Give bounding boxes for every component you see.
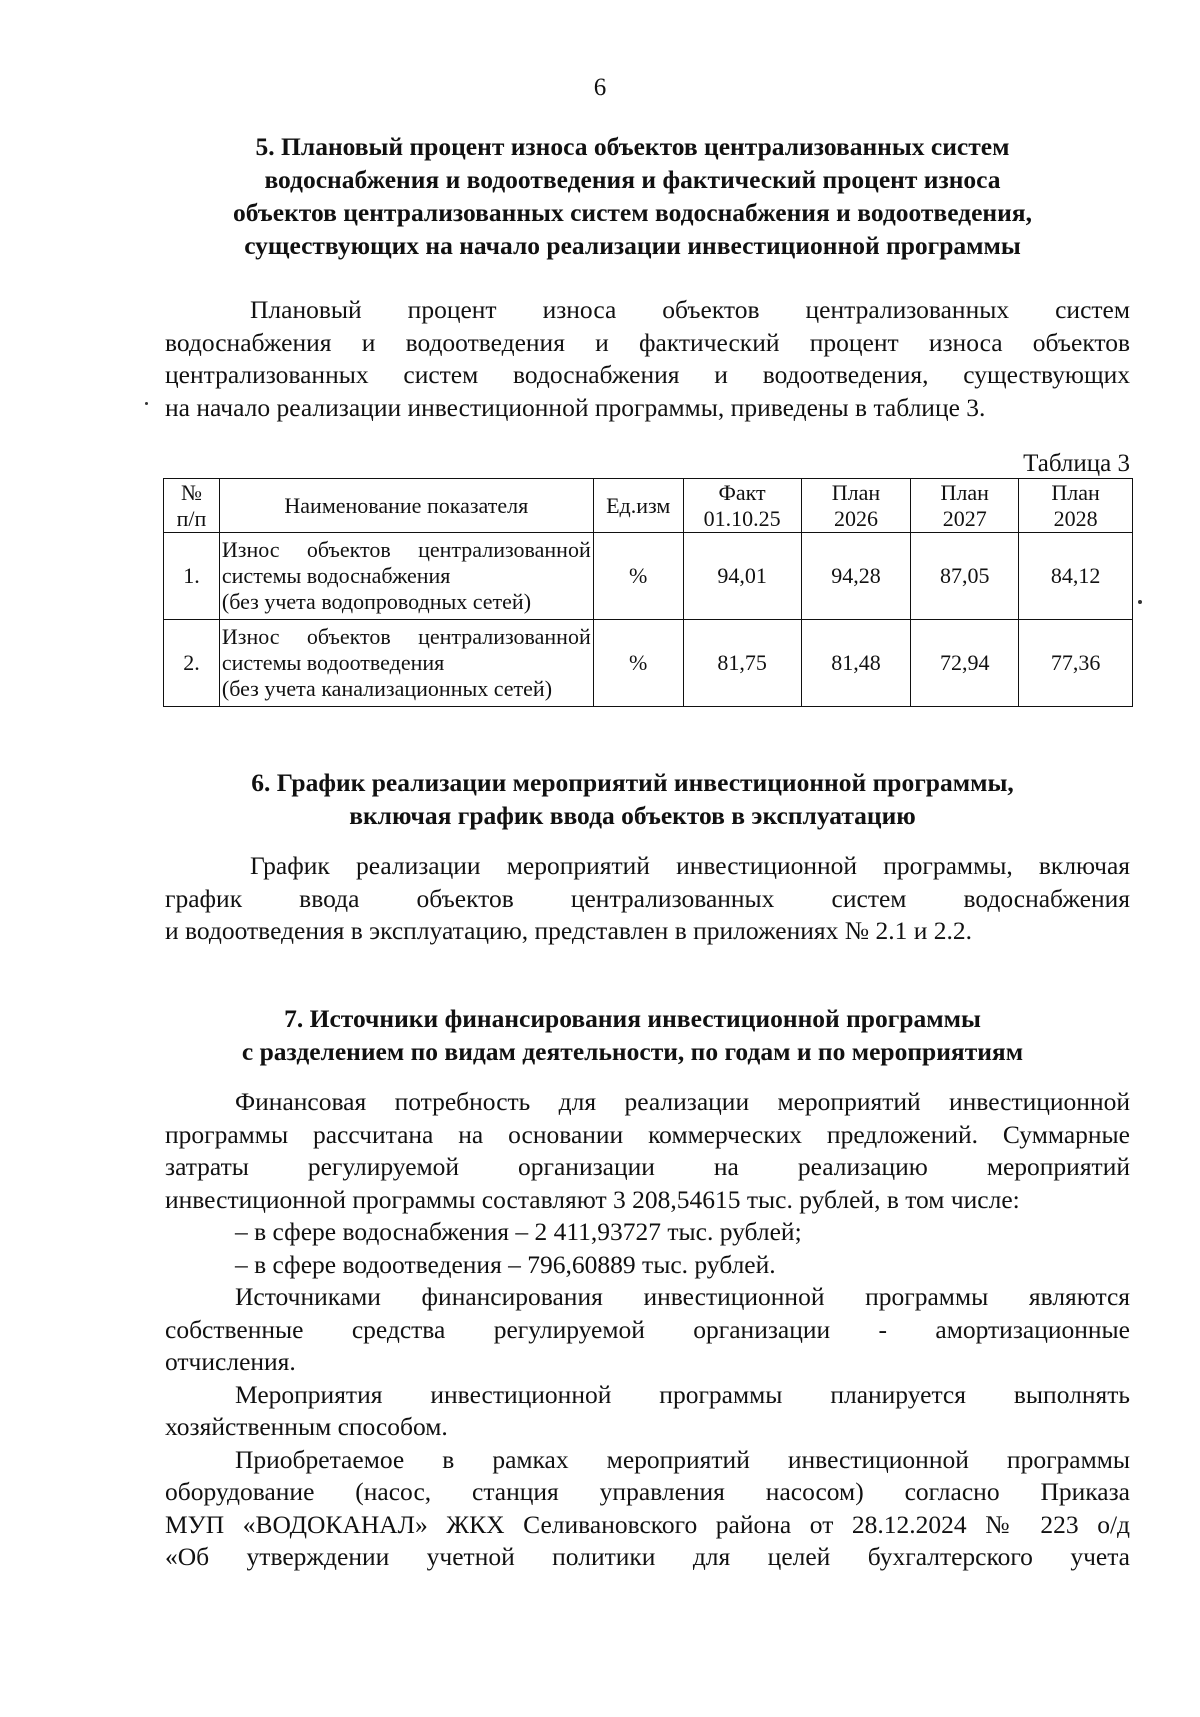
paragraph-line: «Об утверждении учетной политики для целей бухгалтерского учета xyxy=(165,1542,1130,1571)
cell-plan-2027: 87,05 xyxy=(911,533,1019,620)
header-num: № п/п xyxy=(164,479,220,533)
cell-plan-2026: 94,28 xyxy=(801,533,911,620)
table-caption: Таблица 3 xyxy=(1023,450,1130,477)
paragraph-line: график ввода объектов централизованных систем водоснабжения xyxy=(165,883,1130,913)
paragraph-line: Финансовая потребность для реализации мероприятий инвестиционной xyxy=(235,1087,1130,1116)
table-row xyxy=(164,620,1133,707)
paragraph-line: МУП «ВОДОКАНАЛ» ЖКХ Селивановского района от 28.12.2024 № 223 о/д xyxy=(165,1509,1130,1539)
paragraph-line: Источниками финансирования инвестиционной программы являются xyxy=(235,1282,1130,1311)
table-header-row xyxy=(164,479,1133,533)
paragraph-line: График реализации мероприятий инвестиционной программы, включая xyxy=(250,851,1130,880)
header-name: Наименование показателя xyxy=(219,479,593,533)
list-item: – в сфере водоснабжения – 2 411,93727 тыс. рублей; xyxy=(235,1217,802,1246)
paragraph-line: хозяйственным способом. xyxy=(165,1412,448,1441)
section-7-heading xyxy=(150,1002,1115,1068)
paragraph-line: затраты регулируемой организации на реализацию мероприятий xyxy=(165,1152,1130,1181)
heading-line: 6. График реализации мероприятий инвестиционной программы, xyxy=(251,768,1014,797)
paragraph-line: Плановый процент износа объектов централизованных систем xyxy=(250,295,1130,324)
cell-num: 2. xyxy=(164,620,220,707)
paragraph-line: инвестиционной программы составляют 3 208,54615 тыс. рублей, в том числе: xyxy=(165,1184,1020,1214)
paragraph-line: и водоотведения в эксплуатацию, представлен в приложениях № 2.1 и 2.2. xyxy=(165,916,972,945)
wear-percentage-table xyxy=(163,478,1133,707)
cell-unit: % xyxy=(593,533,683,620)
paragraph-line: программы рассчитана на основании коммерческих предложений. Суммарные xyxy=(165,1119,1130,1149)
section-5-heading xyxy=(150,130,1115,262)
heading-line: с разделением по видам деятельности, по годам и по мероприятиям xyxy=(241,1037,1024,1066)
heading-line: объектов централизованных систем водоснабжения и водоотведения, xyxy=(233,198,1032,227)
section-5-paragraph xyxy=(165,294,1130,424)
list-item: – в сфере водоотведения – 796,60889 тыс. рублей. xyxy=(235,1249,776,1279)
paragraph-line: оборудование (насос, станция управления насосом) согласно Приказа xyxy=(165,1477,1130,1506)
heading-line: 7. Источники финансирования инвестиционной программы xyxy=(284,1004,981,1033)
paragraph-line: Мероприятия инвестиционной программы планируется выполнять xyxy=(235,1379,1130,1409)
scan-speck xyxy=(145,402,148,405)
paragraph-line: водоснабжения и водоотведения и фактический процент износа объектов xyxy=(165,327,1130,357)
section-6-heading xyxy=(150,766,1115,832)
header-plan-2027: План 2027 xyxy=(911,479,1019,533)
cell-unit: % xyxy=(593,620,683,707)
header-fact: Факт 01.10.25 xyxy=(683,479,801,533)
cell-fact: 81,75 xyxy=(683,620,801,707)
heading-line: 5. Плановый процент износа объектов централизованных систем xyxy=(255,132,1010,161)
cell-fact: 94,01 xyxy=(683,533,801,620)
cell-name: Износ объектов централизованной системы водоотведения (без учета канализационных сетей) xyxy=(219,620,593,707)
header-plan-2026: План 2026 xyxy=(801,479,911,533)
paragraph-line: на начало реализации инвестиционной программы, приведены в таблице 3. xyxy=(165,392,986,422)
heading-line: существующих на начало реализации инвестиционной программы xyxy=(244,231,1021,260)
paragraph-line: Приобретаемое в рамках мероприятий инвестиционной программы xyxy=(235,1444,1130,1474)
section-7-body xyxy=(165,1086,1130,1574)
paragraph-line: собственные средства регулируемой организации - амортизационные xyxy=(165,1314,1130,1344)
header-plan-2028: План 2028 xyxy=(1019,479,1133,533)
section-6-paragraph xyxy=(165,850,1130,948)
table-row xyxy=(164,533,1133,620)
heading-line: водоснабжения и водоотведения и фактический процент износа xyxy=(264,165,1001,194)
paragraph-line: отчисления. xyxy=(165,1347,296,1376)
cell-name: Износ объектов централизованной системы водоснабжения (без учета водопроводных сетей) xyxy=(219,533,593,620)
cell-plan-2026: 81,48 xyxy=(801,620,911,707)
paragraph-line: централизованных систем водоснабжения и водоотведения, существующих xyxy=(165,360,1130,389)
scan-speck xyxy=(1138,600,1142,604)
cell-plan-2027: 72,94 xyxy=(911,620,1019,707)
header-unit: Ед.изм xyxy=(593,479,683,533)
heading-line: включая график ввода объектов в эксплуатацию xyxy=(349,801,916,830)
cell-plan-2028: 84,12 xyxy=(1019,533,1133,620)
page-number: 6 xyxy=(593,74,607,101)
cell-plan-2028: 77,36 xyxy=(1019,620,1133,707)
cell-num: 1. xyxy=(164,533,220,620)
